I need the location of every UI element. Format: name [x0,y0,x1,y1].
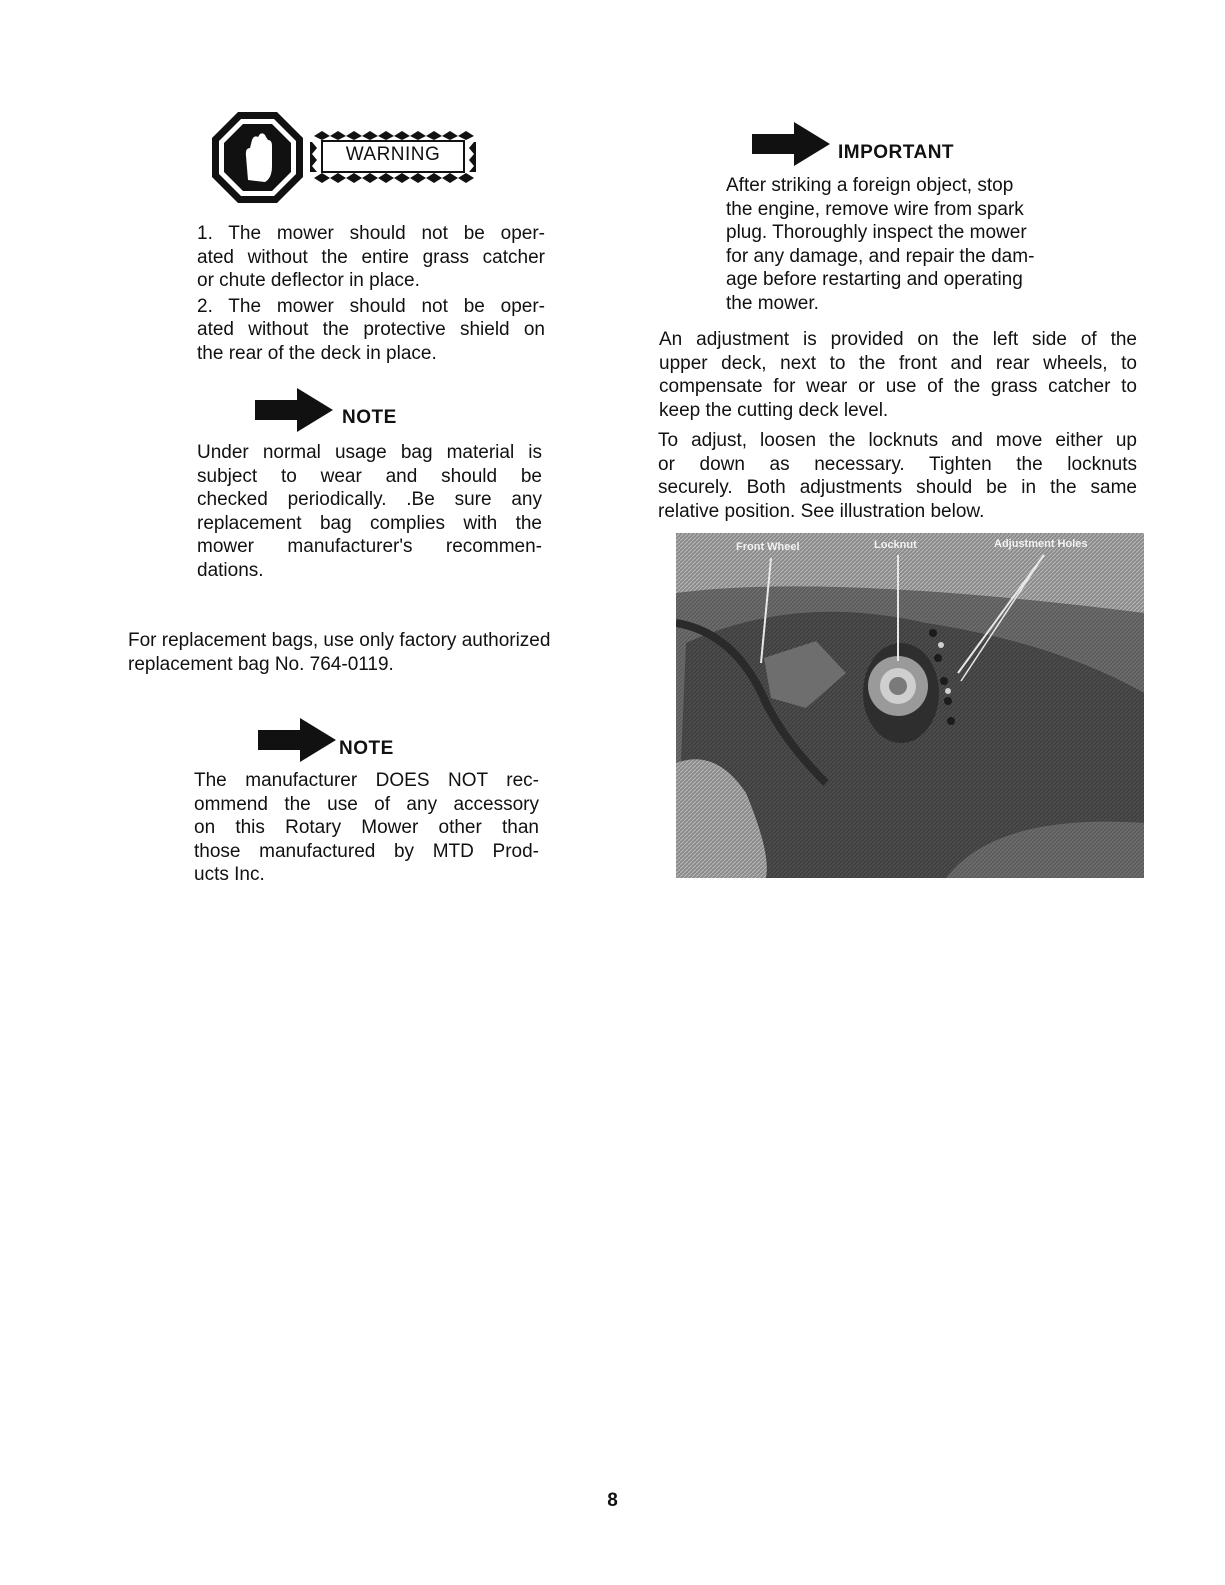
warning-text [197,222,545,365]
text-line: securely. Both adjustments should be in the same [658,477,1137,498]
warning-banner [308,128,478,186]
text-line: 2. The mower should not be oper- [197,295,545,317]
arrow-right-icon [258,718,336,762]
warning-symbol [210,110,305,205]
note-2-text [194,769,539,887]
warning-item-1 [197,222,545,293]
text-line: mower manufacturer's recommen- [197,536,542,557]
text-line: Under normal usage bag material is [197,442,542,463]
text-line: age before restarting and operating [726,269,1023,290]
text-line: or down as necessary. Tighten the locknuts [658,453,1137,475]
photo-label-locknut: Locknut [874,539,917,551]
important-heading: IMPORTANT [838,142,955,163]
note-2-heading: NOTE [339,738,394,759]
text-line: or chute deflector in place. [197,270,420,291]
text-line: subject to wear and should be [197,465,542,487]
text-line: for any damage, and repair the dam- [726,245,1035,267]
text-line: upper deck, next to the front and rear wheels, to [659,352,1137,374]
text-line: replacement bag complies with the [197,512,542,534]
text-line: relative position. See illustration below. [658,500,985,522]
text-line: dations. [197,559,264,581]
stop-hand-icon [210,110,305,205]
text-line: After striking a foreign object, stop [726,175,1014,196]
text-line: on this Rotary Mower other than [194,817,539,838]
page-number: 8 [607,1490,618,1511]
deck-adjustment-photo [676,533,1144,878]
photo-label-adjustment-holes: Adjustment Holes [994,538,1088,550]
arrow-right-icon [752,122,830,166]
important-text [726,174,1074,315]
text-line: The manufacturer DOES NOT rec- [194,770,539,791]
text-line: plug. Thoroughly inspect the mower [726,222,1027,243]
text-line: the rear of the deck in place. [197,342,437,364]
text-line: those manufactured by MTD Prod- [194,840,539,862]
text-line: checked periodically. .Be sure any [197,489,542,510]
text-line: keep the cutting deck level. [659,399,889,421]
replacement-bag-text [128,629,608,676]
text-line: the mower. [726,292,819,314]
text-line: An adjustment is provided on the left side of the [659,329,1137,350]
photo-label-front-wheel: Front Wheel [736,541,800,553]
text-line: ommend the use of any accessory [194,793,539,815]
text-line: ucts Inc. [194,864,265,885]
text-line: For replacement bags, use only factory authorized [128,630,551,651]
note-1-heading: NOTE [342,407,397,428]
mower-deck-illustration [676,533,1144,878]
text-line: To adjust, loosen the locknuts and move either up [658,430,1137,451]
warning-item-2 [197,295,545,366]
arrow-right-icon [255,388,333,432]
text-line: the engine, remove wire from spark [726,198,1024,220]
text-line: compensate for wear or use of the grass catcher to [659,376,1137,397]
adjustment-paragraph-1 [659,328,1137,422]
note-1-text [197,441,542,582]
warning-label: WARNING [345,144,441,165]
text-line: ated without the protective shield on [197,319,545,340]
text-line: ated without the entire grass catcher [197,246,545,268]
text-line: 1. The mower should not be oper- [197,223,545,244]
text-line: replacement bag No. 764-0119. [128,653,394,675]
adjustment-paragraph-2 [658,429,1137,523]
